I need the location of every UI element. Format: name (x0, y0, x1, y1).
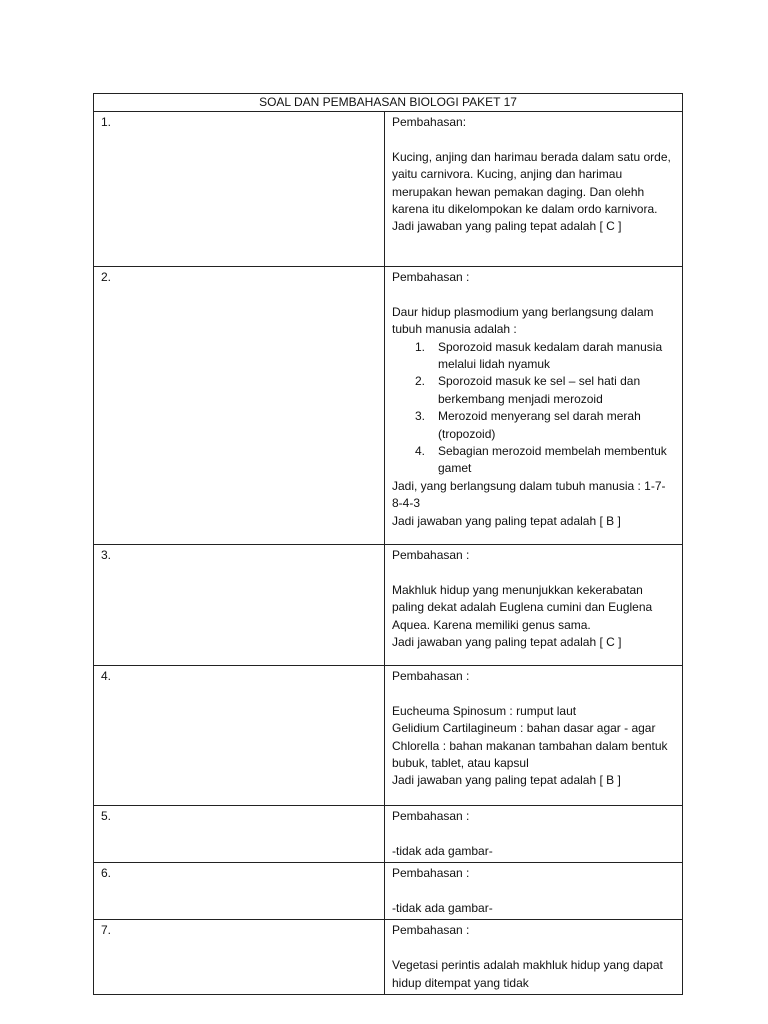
answer-table (93, 93, 683, 995)
answer-text: Jadi jawaban yang paling tepat adalah [ C ] (392, 635, 622, 650)
answer-text: Jadi jawaban yang paling tepat adalah [ B ] (392, 773, 621, 788)
table-row (94, 545, 683, 666)
discussion-text: Daur hidup plasmodium yang berlangsung dalam tubuh manusia adalah : (392, 304, 654, 337)
list-item (415, 339, 675, 374)
list-item-text: Merozoid menyerang sel darah merah (tropozoid) (438, 409, 641, 441)
question-number: 3. (94, 545, 385, 666)
question-number: 6. (94, 863, 385, 920)
discussion-cell (385, 863, 683, 920)
discussion-cell (385, 112, 683, 267)
list-item-text: Sporozoid masuk kedalam darah manusia melalui lidah nyamuk (438, 339, 663, 372)
list-item-number: 3. (415, 409, 426, 424)
list-item-number: 1. (415, 339, 426, 354)
discussion-text: Gelidium Cartilagineum : bahan dasar agar - agar (392, 721, 656, 736)
discussion-heading: Pembahasan : (392, 923, 470, 938)
discussion-cell (385, 666, 683, 806)
discussion-text: -tidak ada gambar- (392, 843, 493, 858)
list-item (415, 373, 675, 408)
table-row (94, 863, 683, 920)
life-cycle-list (392, 339, 675, 478)
list-item-number: 4. (415, 444, 426, 459)
discussion-heading: Pembahasan: (392, 115, 467, 129)
discussion-cell (385, 545, 683, 666)
document-title: SOAL DAN PEMBAHASAN BIOLOGI PAKET 17 (94, 94, 683, 112)
discussion-text: Kucing, anjing dan harimau berada dalam satu orde, yaitu carnivora. Kucing, anjing dan harimau merupakan hewan pemakan daging. Dan olehh karena itu dikelompokan ke dalam ordo karnivora. (392, 149, 671, 217)
list-item-number: 2. (415, 374, 426, 389)
table-row (94, 267, 683, 545)
answer-text: Jadi jawaban yang paling tepat adalah [ C ] (392, 219, 622, 234)
table-row (94, 806, 683, 863)
table-title-row (94, 94, 683, 112)
question-number: 5. (94, 806, 385, 863)
discussion-heading: Pembahasan : (392, 548, 470, 562)
discussion-cell (385, 267, 683, 545)
table-row (94, 666, 683, 806)
question-number: 2. (94, 267, 385, 545)
answer-text: Jadi jawaban yang paling tepat adalah [ B ] (392, 513, 621, 528)
discussion-heading: Pembahasan : (392, 669, 470, 683)
list-item-text: Sporozoid masuk ke sel – sel hati dan berkembang menjadi merozoid (438, 374, 641, 406)
list-item-text: Sebagian merozoid membelah membentuk gamet (438, 444, 667, 476)
question-number: 7. (94, 920, 385, 995)
discussion-heading: Pembahasan : (392, 866, 470, 881)
table-row (94, 112, 683, 267)
question-number: 1. (94, 112, 385, 267)
discussion-text: Makhluk hidup yang menunjukkan kekerabatan paling dekat adalah Euglena cumini dan Euglena Aquea. Karena memiliki genus sama. (392, 582, 653, 632)
list-item (415, 408, 675, 443)
table-row (94, 920, 683, 995)
discussion-text: Chlorella : bahan makanan tambahan dalam bentuk bubuk, tablet, atau kapsul (392, 738, 668, 771)
discussion-cell (385, 920, 683, 995)
conclusion-text: Jadi, yang berlangsung dalam tubuh manusia : 1-7-8-4-3 (392, 478, 666, 511)
question-number: 4. (94, 666, 385, 806)
discussion-cell (385, 806, 683, 863)
discussion-text: Vegetasi perintis adalah makhluk hidup yang dapat hidup ditempat yang tidak (392, 958, 663, 990)
discussion-text: -tidak ada gambar- (392, 901, 493, 915)
discussion-text: Eucheuma Spinosum : rumput laut (392, 703, 577, 718)
discussion-heading: Pembahasan : (392, 270, 470, 284)
list-item (415, 443, 675, 478)
discussion-heading: Pembahasan : (392, 809, 470, 823)
